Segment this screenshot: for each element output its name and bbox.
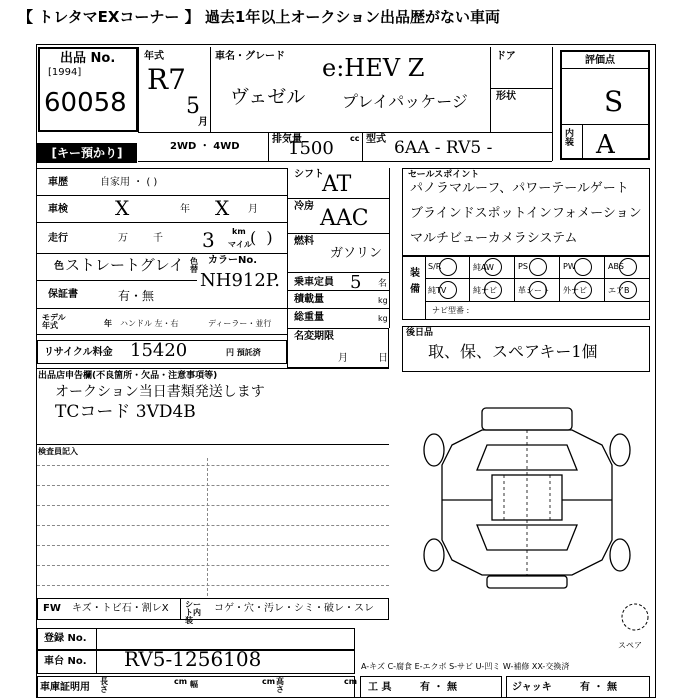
capacity-unit: 名 <box>378 279 388 289</box>
equipment-check-circle <box>484 281 502 299</box>
color-value: ストレートグレイ <box>65 256 184 274</box>
sales-point-2: ブラインドスポットインフォメーション <box>410 206 642 221</box>
equipment-item-label: 外ナビ <box>563 286 587 295</box>
certificate-length: 長さ <box>100 677 108 694</box>
equipment-item <box>605 256 650 279</box>
equipment-check-circle <box>574 258 592 276</box>
equipment-check-circle <box>439 258 457 276</box>
color-label: 色 <box>54 261 64 272</box>
year-month-unit: 月 <box>198 117 208 128</box>
equipment-grid <box>425 256 650 302</box>
key-tag: [キー預かり] <box>37 143 137 163</box>
jack-label: ジャッキ <box>512 682 552 693</box>
lot-number: 60058 <box>44 88 127 118</box>
aircon-label: 冷房 <box>294 201 314 212</box>
history-label: 車歴 <box>48 177 68 188</box>
type-value: 6AA - RV5 - <box>394 138 493 158</box>
shift-value: AT <box>322 172 352 197</box>
inspection-label: 車検 <box>48 204 68 215</box>
handle-year-unit: 年 <box>104 319 112 328</box>
inspection-month-unit: 月 <box>248 204 258 215</box>
mileage-km: km <box>232 227 246 236</box>
handle-dealer: ディーラー・並行 <box>208 319 272 328</box>
equipment-item-label: PW <box>563 262 576 271</box>
certificate-height-unit: cm <box>344 677 358 686</box>
equipment-item <box>515 279 560 302</box>
equipment-item <box>605 279 650 302</box>
registration-label: 登録 No. <box>44 633 87 644</box>
tools-label: 工 具 <box>368 682 392 693</box>
certificate-width: 幅 <box>190 680 198 689</box>
car-damage-diagram <box>412 400 642 590</box>
handle-hand: ハンドル 左・右 <box>120 319 179 328</box>
recycle-value: 15420 <box>130 340 188 361</box>
equipment-item <box>515 256 560 279</box>
interior-label: 内装 <box>565 129 575 148</box>
damage-legend: A-キズ C-腐食 E-エクボ S-サビ U-凹ミ W-補修 XX-交換済 <box>361 662 570 671</box>
shift-label: シフト <box>294 169 324 180</box>
equipment-check-circle <box>529 281 547 299</box>
handle-label: モデル年式 <box>42 313 66 330</box>
load-unit: kg <box>378 296 388 305</box>
inspection-month: X <box>215 196 230 220</box>
equipment-check-circle <box>619 281 637 299</box>
name-change-label: 名変期限 <box>294 331 334 342</box>
mileage-sen: 千 <box>153 233 163 244</box>
mileage-mile: マイル <box>228 240 252 249</box>
model-label: 車名・グレード <box>215 51 285 62</box>
spare-tire-icon <box>620 602 650 632</box>
fuel-label: 燃料 <box>294 236 314 247</box>
equipment-item <box>470 279 515 302</box>
rating-label: 評価点 <box>585 55 615 66</box>
weight-unit: kg <box>378 314 388 323</box>
equipment-check-circle <box>619 258 637 276</box>
equipment-item-label: 革シート <box>518 286 550 295</box>
model-grade: e:HEV Z <box>322 54 425 82</box>
displacement-unit: cc <box>350 134 360 143</box>
equipment-item-label: エアB <box>608 286 630 295</box>
inspection-year: X <box>115 196 130 220</box>
equipment-item-label: ABS <box>608 262 624 271</box>
lot-code: [1994] <box>48 67 82 78</box>
equipment-check-circle <box>439 281 457 299</box>
history-options: 自家用 ・ ( ) <box>100 177 158 188</box>
notes-line-1: オークション当日書類発送します <box>55 384 265 400</box>
equipment-item-label: 純TV <box>428 286 447 295</box>
sales-points-label: セールスポイント <box>408 170 480 180</box>
load-label: 積載量 <box>294 294 324 305</box>
recycle-label: リサイクル料金 <box>44 347 113 358</box>
year-month: 5 <box>186 94 200 119</box>
drive-options: 2WD ・ 4WD <box>170 141 240 152</box>
year-era: R7 <box>147 63 186 96</box>
interior-value: A <box>596 130 615 160</box>
equipment-check-circle <box>484 258 502 276</box>
accessories-label: 後日品 <box>406 328 434 338</box>
mileage-value: 3 <box>202 228 215 252</box>
door-label: ドア <box>496 51 516 62</box>
model-package: プレイパッケージ <box>342 92 468 111</box>
warranty-label: 保証書 <box>48 289 78 300</box>
name-change-month: 月 <box>338 353 348 364</box>
fuel-value: ガソリン <box>330 246 383 261</box>
aircon-value: AAC <box>320 206 369 231</box>
warranty-options: 有・無 <box>118 289 155 303</box>
mileage-paren: ( ) <box>250 228 273 247</box>
chassis-label: 車台 No. <box>44 656 87 667</box>
inspector-label: 検査員記入 <box>38 447 78 456</box>
recycle-unit: 円 預託済 <box>226 348 261 357</box>
seat-label: シート内装 <box>185 600 201 625</box>
mileage-man: 万 <box>118 233 128 244</box>
certificate-label: 車庫証明用 <box>40 682 90 693</box>
certificate-width-unit: cm <box>262 677 276 686</box>
equipment-check-circle <box>529 258 547 276</box>
displacement-value: 1500 <box>288 138 334 159</box>
sales-point-3: マルチビューカメラシステム <box>410 231 578 246</box>
shape-label: 形状 <box>496 91 516 102</box>
jack-options: 有 ・ 無 <box>580 682 617 693</box>
equipment-label: 装備 <box>410 268 420 295</box>
equipment-check-circle <box>574 281 592 299</box>
equipment-item <box>560 256 605 279</box>
inspection-year-unit: 年 <box>180 204 190 215</box>
notes-line-2: TCコード 3VD4B <box>55 402 196 422</box>
sales-point-1: パノラマルーフ、パワーテールゲート <box>410 181 629 196</box>
fw-text: キズ・トビ石・割レX <box>72 603 169 614</box>
color-code: NH912P. <box>200 270 280 291</box>
capacity-label: 乗車定員 <box>294 277 334 288</box>
accessories-value: 取、保、スペアキー1個 <box>428 342 598 361</box>
tools-options: 有 ・ 無 <box>420 682 457 693</box>
seat-text: コゲ・穴・汚レ・シミ・破レ・スレ <box>214 603 374 614</box>
color-code-label: カラーNo. <box>208 255 258 266</box>
equipment-item-label: PS <box>518 262 528 271</box>
certificate-height: 高さ <box>276 677 284 694</box>
displacement-label: 排気量 <box>272 134 302 145</box>
lot-label: 出品 No. <box>60 51 116 66</box>
notes-label: 出品店申告欄(不良箇所・欠品・注意事項等) <box>38 371 218 381</box>
page-title: 【 トレタマEXコーナー 】 過去1年以上オークション出品歴がない車両 <box>18 8 501 26</box>
equipment-item-label: S/R <box>428 262 442 271</box>
type-label: 型式 <box>366 134 386 145</box>
color-change-label: 色替 <box>190 257 198 274</box>
name-change-day: 日 <box>378 353 388 364</box>
equipment-item <box>425 256 470 279</box>
equipment-item <box>425 279 470 302</box>
year-label: 年式 <box>144 51 164 62</box>
weight-label: 総重量 <box>294 312 324 323</box>
fw-label: FW <box>43 603 61 614</box>
equipment-item-label: 純AW <box>473 263 494 272</box>
spare-label: スペア <box>618 641 642 650</box>
chassis-value: RV5-1256108 <box>124 647 262 671</box>
equipment-item <box>560 279 605 302</box>
capacity-value: 5 <box>350 272 362 293</box>
rating-value: S <box>604 85 624 118</box>
navi-label: ナビ型番 : <box>432 306 470 315</box>
model-name: ヴェゼル <box>230 86 306 108</box>
equipment-item <box>470 256 515 279</box>
equipment-item-label: 純ナビ <box>473 286 497 295</box>
certificate-length-unit: cm <box>174 677 188 686</box>
mileage-label: 走行 <box>48 233 68 244</box>
